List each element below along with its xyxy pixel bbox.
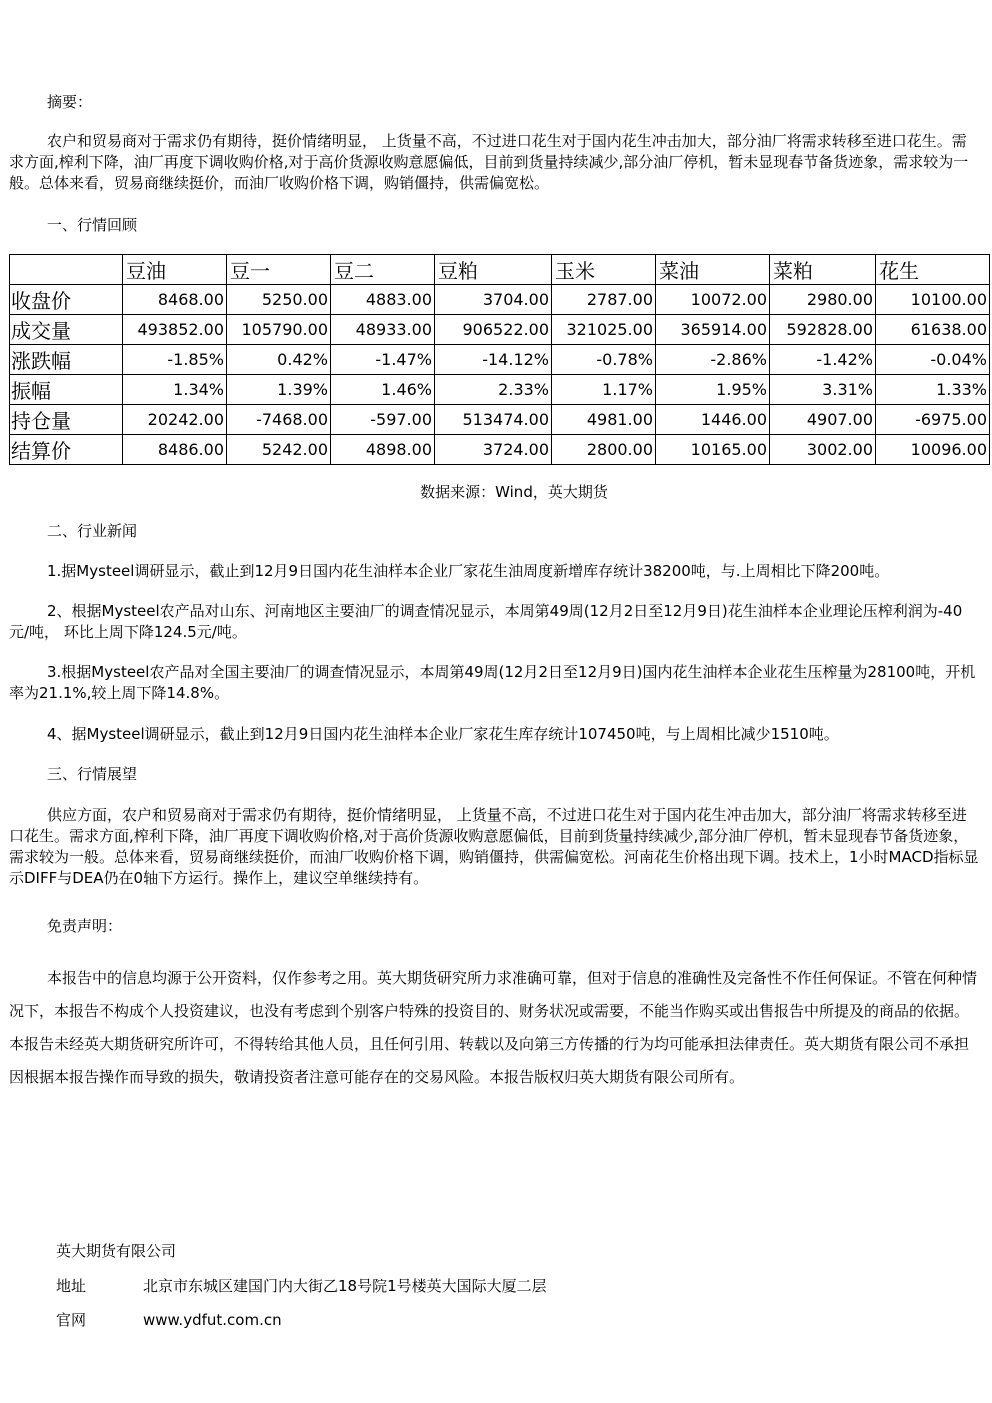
table-cell: -7468.00 (227, 405, 331, 435)
table-cell: 4883.00 (331, 285, 435, 315)
table-cell: 5242.00 (227, 435, 331, 465)
footer-website-link[interactable]: www.ydfut.com.cn (143, 1311, 282, 1329)
column-header: 豆粕 (435, 255, 552, 285)
table-cell: 3724.00 (435, 435, 552, 465)
table-cell: -597.00 (331, 405, 435, 435)
table-cell: 10096.00 (876, 435, 990, 465)
row-header: 振幅 (10, 375, 123, 405)
table-cell: 48933.00 (331, 315, 435, 345)
table-row (10, 315, 990, 345)
table-cell: 321025.00 (552, 315, 656, 345)
table-row (10, 435, 990, 465)
table-cell: -6975.00 (876, 405, 990, 435)
table-cell: 0.42% (227, 345, 331, 375)
table-cell: 20242.00 (123, 405, 227, 435)
outlook-text: 供应方面，农户和贸易商对于需求仍有期待，挺价情绪明显， 上货量不高，不过进口花生对于国内花生冲击加大，部分油厂将需求转移至进口花生。需求方面,榨利下降，油厂再度下调收购价格,对于高价货源收购意愿偏低，目前到货量持续减少,部分油厂停机，暂未显现春节备货迹象，需求较为一般。总体来看，贸易商继续挺价，而油厂收购价格下调，购销僵持，供需偏宽松。河南花生价格出现下调。技术上，1小时MACD指标显示DIFF与DEA仍在0轴下方运行。操作上，建议空单继续持有。 (9, 806, 979, 887)
table-cell: 10165.00 (656, 435, 770, 465)
table-cell: 5250.00 (227, 285, 331, 315)
table-row (10, 375, 990, 405)
table-cell: 1.46% (331, 375, 435, 405)
disclaimer-text: 本报告中的信息均源于公开资料，仅作参考之用。英大期货研究所力求准确可靠，但对于信息的准确性及完备性不作任何保证。不管在何种情况下，本报告不构成个人投资建议，也没有考虑到个别客户特殊的投资目的、财务状况或需要，不能当作购买或出售报告中所提及的商品的依据。本报告未经英大期货研究所许可，不得转给其他人员，且任何引用、转载以及向第三方传播的行为均可能承担法律责任。英大期货有限公司不承担因根据本报告操作而导致的损失，敬请投资者注意可能存在的交易风险。本报告版权归英大期货有限公司所有。 (9, 969, 978, 1086)
table-cell: 1.34% (123, 375, 227, 405)
news-heading: 二、行业新闻 (47, 522, 138, 540)
footer-address: 北京市东城区建国门内大街乙18号院1号楼英大国际大厦二层 (143, 1277, 547, 1295)
table-cell: 365914.00 (656, 315, 770, 345)
table-cell: 8468.00 (123, 285, 227, 315)
table-cell: 3704.00 (435, 285, 552, 315)
column-header: 豆二 (331, 255, 435, 285)
row-header: 收盘价 (10, 285, 123, 315)
row-header: 涨跌幅 (10, 345, 123, 375)
table-header-row (10, 255, 990, 285)
outlook-heading: 三、行情展望 (47, 765, 138, 783)
table-cell: 10072.00 (656, 285, 770, 315)
summary-heading: 摘要： (47, 93, 93, 111)
table-cell: 61638.00 (876, 315, 990, 345)
disclaimer-heading: 免责声明： (47, 917, 123, 935)
table-row (10, 285, 990, 315)
table-cell: 513474.00 (435, 405, 552, 435)
table-cell: 3.31% (770, 375, 876, 405)
column-header: 花生 (876, 255, 990, 285)
market-table (9, 254, 990, 465)
review-heading: 一、行情回顾 (47, 216, 138, 234)
table-cell: 1.39% (227, 375, 331, 405)
news-item: 3.根据Mysteel农产品对全国主要油厂的调查情况显示，本周第49周(12月2日至12月9日)国内花生油样本企业花生压榨量为28100吨，开机率为21.1%,较上周下降14.8%。 (9, 663, 976, 702)
table-cell: 1.17% (552, 375, 656, 405)
table-cell: 4981.00 (552, 405, 656, 435)
table-cell: -0.04% (876, 345, 990, 375)
table-cell: 4898.00 (331, 435, 435, 465)
table-cell: 906522.00 (435, 315, 552, 345)
news-item: 4、据Mysteel调研显示，截止到12月9日国内花生油样本企业厂家花生库存统计107450吨，与上周相比减少1510吨。 (47, 725, 839, 743)
table-cell: 1.95% (656, 375, 770, 405)
table-corner-cell (10, 255, 123, 285)
table-cell: -0.78% (552, 345, 656, 375)
footer-company: 英大期货有限公司 (56, 1242, 177, 1260)
row-header: 成交量 (10, 315, 123, 345)
table-cell: 1.33% (876, 375, 990, 405)
table-cell: -1.47% (331, 345, 435, 375)
table-cell: 2800.00 (552, 435, 656, 465)
summary-text: 农户和贸易商对于需求仍有期待，挺价情绪明显， 上货量不高，不过进口花生对于国内花生冲击加大，部分油厂将需求转移至进口花生。需求方面,榨利下降，油厂再度下调收购价格,对于高价货源收购意愿偏低，目前到货量持续减少,部分油厂停机，暂未显现春节备货迹象，需求较为一般。总体来看，贸易商继续挺价，而油厂收购价格下调，购销僵持，供需偏宽松。 (9, 132, 969, 192)
column-header: 玉米 (552, 255, 656, 285)
news-item: 2、根据Mysteel农产品对山东、河南地区主要油厂的调查情况显示，本周第49周(12月2日至12月9日)花生油样本企业理论压榨利润为-40元/吨， 环比上周下降124.5元/吨。 (9, 602, 963, 641)
table-cell: -1.42% (770, 345, 876, 375)
footer-address-label: 地址 (56, 1277, 87, 1295)
table-cell: -1.85% (123, 345, 227, 375)
data-source-note: 数据来源：Wind，英大期货 (420, 483, 608, 501)
column-header: 菜粕 (770, 255, 876, 285)
table-cell: 4907.00 (770, 405, 876, 435)
news-item: 1.据Mysteel调研显示，截止到12月9日国内花生油样本企业厂家花生油周度新增库存统计38200吨，与.上周相比下降200吨。 (47, 562, 890, 580)
table-cell: 105790.00 (227, 315, 331, 345)
column-header: 菜油 (656, 255, 770, 285)
row-header: 持仓量 (10, 405, 123, 435)
table-row (10, 405, 990, 435)
table-cell: 2.33% (435, 375, 552, 405)
table-cell: 2980.00 (770, 285, 876, 315)
column-header: 豆一 (227, 255, 331, 285)
table-cell: 10100.00 (876, 285, 990, 315)
table-cell: -2.86% (656, 345, 770, 375)
column-header: 豆油 (123, 255, 227, 285)
table-cell: 592828.00 (770, 315, 876, 345)
table-cell: 1446.00 (656, 405, 770, 435)
table-cell: 493852.00 (123, 315, 227, 345)
row-header: 结算价 (10, 435, 123, 465)
footer-website-label: 官网 (56, 1311, 87, 1329)
table-cell: 8486.00 (123, 435, 227, 465)
table-row (10, 345, 990, 375)
table-cell: -14.12% (435, 345, 552, 375)
table-cell: 3002.00 (770, 435, 876, 465)
table-cell: 2787.00 (552, 285, 656, 315)
